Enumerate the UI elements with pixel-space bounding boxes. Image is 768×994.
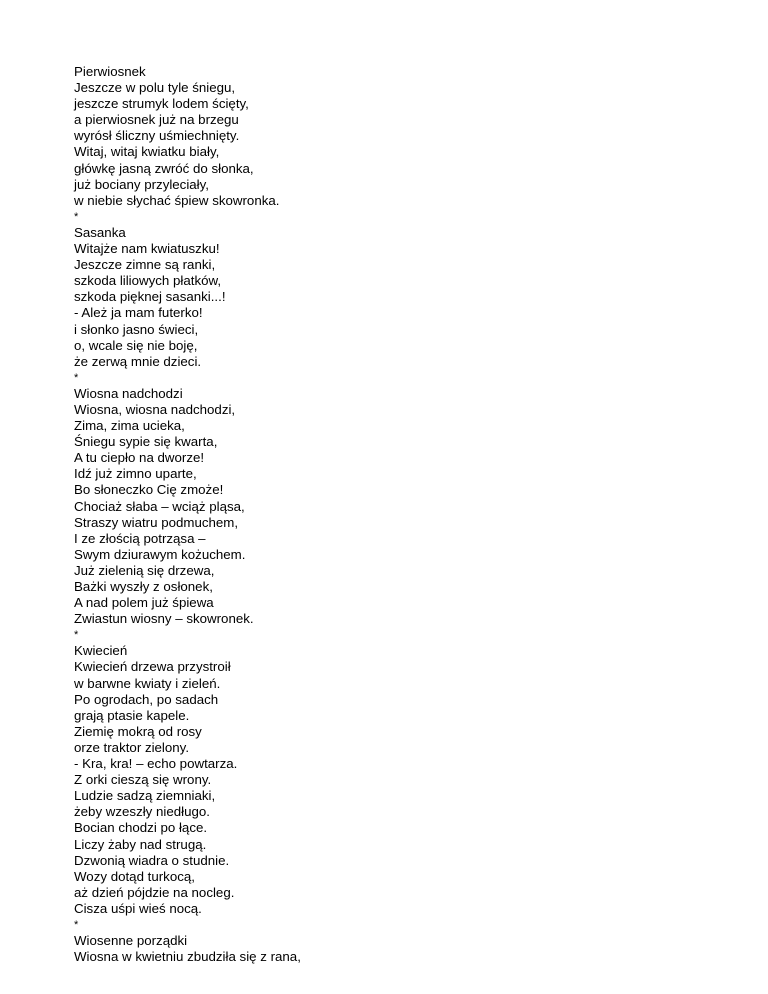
poem-line: żeby wzeszły niedługo. bbox=[74, 804, 210, 820]
poem-pierwiosnek bbox=[74, 64, 734, 225]
poem-line: Wozy dotąd turkocą, bbox=[74, 868, 195, 884]
poem-line: szkoda pięknej sasanki...! bbox=[74, 289, 226, 305]
poem-sasanka bbox=[74, 225, 734, 386]
poem-title: Sasanka bbox=[74, 224, 126, 240]
poem-line: Cisza uśpi wieś nocą. bbox=[74, 900, 202, 916]
poem-separator: * bbox=[74, 918, 79, 931]
poem-line: A tu ciepło na dworze! bbox=[74, 450, 205, 466]
poem-line: Swym dziurawym kożuchem. bbox=[74, 546, 246, 562]
poem-line: Ludzie sadzą ziemniaki, bbox=[74, 788, 216, 804]
poem-line: grają ptasie kapele. bbox=[74, 707, 190, 723]
poem-line: główkę jasną zwróć do słonka, bbox=[74, 160, 254, 176]
poem-line: Liczy żaby nad strugą. bbox=[74, 836, 207, 852]
poem-line: i słonko jasno świeci, bbox=[74, 321, 199, 337]
poem-line: Już zielenią się drzewa, bbox=[74, 562, 215, 578]
poem-line: Bo słoneczko Cię zmoże! bbox=[74, 482, 224, 498]
poem-line: A nad polem już śpiewa bbox=[74, 595, 214, 611]
poem-title: Wiosna nadchodzi bbox=[74, 385, 183, 401]
poem-line: Jeszcze zimne są ranki, bbox=[74, 257, 216, 273]
poem-line: wyrósł śliczny uśmiechnięty. bbox=[74, 128, 240, 144]
poem-line: Jeszcze w polu tyle śniegu, bbox=[74, 80, 236, 96]
poem-line: Chociaż słaba – wciąż pląsa, bbox=[74, 498, 245, 514]
poem-line: Bażki wyszły z osłonek, bbox=[74, 579, 213, 594]
poem-line: orze traktor zielony. bbox=[74, 739, 190, 755]
poem-separator: * bbox=[74, 210, 79, 223]
poem-line: Kwiecień drzewa przystroił bbox=[74, 659, 231, 675]
poem-line: w niebie słychać śpiew skowronka. bbox=[74, 192, 280, 208]
poem-line: Straszy wiatru podmuchem, bbox=[74, 514, 239, 530]
poem-line: Z orki cieszą się wrony. bbox=[74, 772, 212, 788]
poem-line: że zerwą mnie dzieci. bbox=[74, 353, 202, 369]
poem-line: Idź już zimno uparte, bbox=[74, 466, 197, 482]
poem-title: Wiosenne porządki bbox=[74, 933, 188, 949]
poem-line: o, wcale się nie boję, bbox=[74, 337, 198, 353]
poem-line: Zwiastun wiosny – skowronek. bbox=[74, 611, 254, 627]
poem-line: Witajże nam kwiatuszku! bbox=[74, 241, 220, 257]
poem-line: Witaj, witaj kwiatku biały, bbox=[74, 144, 220, 160]
poem-line: już bociany przyleciały, bbox=[74, 176, 209, 192]
poem-line: Bocian chodzi po łące. bbox=[74, 820, 208, 836]
poem-separator: * bbox=[74, 629, 79, 642]
poem-wiosna-nadchodzi bbox=[74, 386, 734, 644]
poem-line: I ze złością potrząsa – bbox=[74, 530, 206, 546]
poem-line: Zima, zima ucieka, bbox=[74, 418, 185, 434]
poem-separator: * bbox=[74, 371, 79, 384]
poem-line: w barwne kwiaty i zieleń. bbox=[74, 675, 221, 691]
poem-line: Śniegu sypie się kwarta, bbox=[74, 434, 218, 450]
poem-line: Wiosna, wiosna nadchodzi, bbox=[74, 401, 236, 417]
poem-line: - Kra, kra! – echo powtarza. bbox=[74, 756, 238, 772]
document-page bbox=[74, 64, 734, 965]
poem-line: Po ogrodach, po sadach bbox=[74, 691, 219, 707]
poem-title: Kwiecień bbox=[74, 643, 128, 659]
poem-line: Wiosna w kwietniu zbudziła się z rana, bbox=[74, 949, 301, 965]
poem-line: a pierwiosnek już na brzegu bbox=[74, 112, 239, 128]
poem-line: Ziemię mokrą od rosy bbox=[74, 723, 202, 739]
poem-line: Dzwonią wiadra o studnie. bbox=[74, 852, 230, 868]
poem-line: aż dzień pójdzie na nocleg. bbox=[74, 884, 235, 900]
poem-line: jeszcze strumyk lodem ścięty, bbox=[74, 96, 249, 112]
poem-line: - Ależ ja mam futerko! bbox=[74, 305, 203, 321]
poem-title: Pierwiosnek bbox=[74, 64, 146, 79]
poem-wiosenne-porzadki bbox=[74, 933, 734, 965]
poem-line: szkoda liliowych płatków, bbox=[74, 273, 222, 289]
poem-kwiecien bbox=[74, 643, 734, 933]
